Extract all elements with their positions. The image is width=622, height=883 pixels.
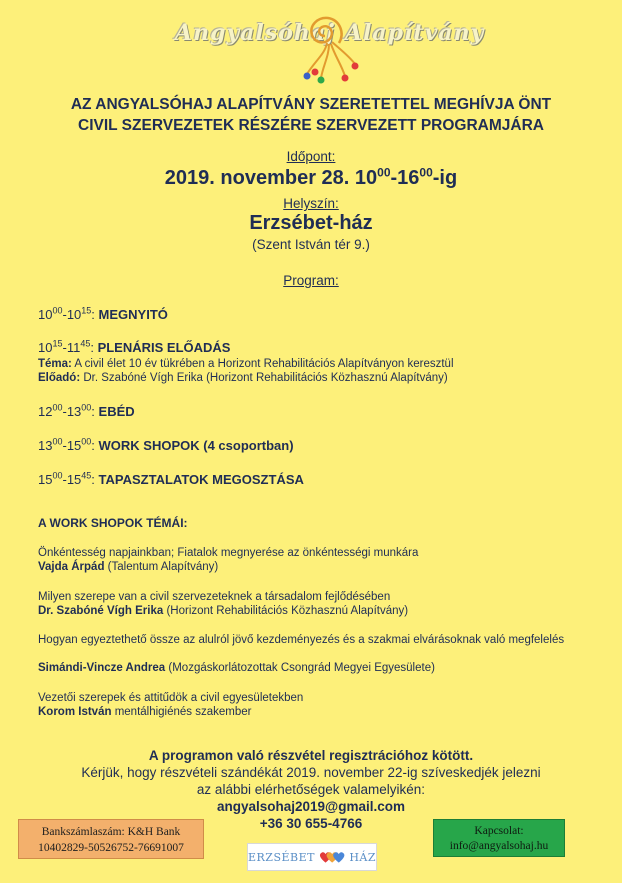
speaker-text: Dr. Szabóné Vígh Erika (Horizont Rehabilitációs Közhasznú Alapítvány) [80,372,448,384]
erzsebet-logo-right-text: HÁZ [349,850,376,864]
program-item [38,472,304,487]
workshops-title: A WORK SHOPOK TÉMÁI: [38,516,188,530]
angel-spiral-logo-icon [285,6,365,88]
end-minutes: 45 [81,470,92,481]
presenter-org: (Mozgáskorlátozottak Csongrád Megyei Egyesülete) [165,662,435,674]
end-hour: -11 [62,340,81,355]
presenter-name: Korom István [38,706,112,718]
time-label: Időpont: [286,149,336,164]
time-suffix: -ig [432,167,458,189]
registration-line-1: A programon való részvétel regisztrációhoz kötött. [148,748,474,763]
start-hour: 12 [38,404,53,419]
program-title: TAPASZTALATOK MEGOSZTÁSA [98,472,304,487]
venue-label: Helyszín: [283,196,339,211]
venue-address: (Szent István tér 9.) [252,237,370,252]
program-item [38,438,294,453]
presenter-name: Dr. Szabóné Vígh Erika [38,605,164,617]
registration-line-3: az alábbi elérhetőségek valamelyikén: [196,782,426,797]
bank-account-box [18,819,204,859]
workshop-presenter [38,560,218,574]
topic-text: A civil élet 10 év tükrében a Horizont Rehabilitációs Alapítványon keresztül [71,358,454,370]
plenary-topic [38,357,454,371]
start-minutes: 00 [52,436,63,447]
start-minutes: 00 [52,402,63,413]
presenter-name: Vajda Árpád [38,561,105,573]
workshop-topic: Milyen szerepe van a civil szervezeteknek a társadalom fejlődésében [38,591,391,603]
contact-email[interactable]: info@angyalsohaj.hu [449,840,549,852]
separator: : [90,340,98,355]
event-datetime [0,167,622,190]
end-minutes: 00 [81,436,92,447]
end-hour: -15 [62,438,82,453]
registration-phone[interactable]: +36 30 655-4766 [259,816,363,831]
end-minutes: 00 [419,165,433,180]
start-hour: 13 [38,438,53,453]
plenary-speaker [38,371,448,385]
registration-line-2: Kérjük, hogy részvételi szándékát 2019. november 22-ig szíveskedjék jelezni [81,765,541,780]
end-hour: -16 [390,167,420,189]
separator: : [91,307,99,322]
workshop-presenter [38,661,435,675]
venue-name: Erzsébet-ház [249,212,373,234]
presenter-org: (Horizont Rehabilitációs Közhasznú Alapítvány) [163,605,409,617]
topic-label: Téma: [38,358,72,370]
headline-line-1: AZ ANGYALSÓHAJ ALAPÍTVÁNY SZERETETTEL MEGHÍVJA ÖNT [70,96,552,113]
separator: : [91,404,99,419]
workshop-topic: Vezetői szerepek és attitűdök a civil egyesületekben [38,692,304,704]
separator: : [91,438,99,453]
presenter-org: (Talentum Alapítvány) [104,561,219,573]
start-minutes: 00 [52,305,63,316]
workshop-topic: Hogyan egyeztethető össze az alulról jövő kezdeményezés és a szakmai elvárásoknak való megfelelés [38,634,565,646]
program-label: Program: [283,273,339,288]
start-minutes: 00 [52,470,63,481]
program-title: MEGNYITÓ [98,307,168,322]
workshop-topic: Önkéntesség napjainkban; Fiatalok megnyerése az önkéntességi munkára [38,547,419,559]
program-item [38,307,168,322]
end-hour: -13 [62,404,82,419]
end-hour: -10 [62,307,82,322]
logo-left-text: Angyalsóhaj [175,20,336,46]
bank-label: Bankszámlaszám: K&H Bank [41,826,181,838]
erzsebet-logo-left-text: ERZSÉBET [248,850,315,864]
hearts-icon [318,849,346,865]
presenter-name: Simándi-Vincze Andrea [38,662,166,674]
end-minutes: 15 [81,305,92,316]
start-hour: 10 [38,307,53,322]
program-title: EBÉD [98,404,135,419]
workshop-presenter [38,705,252,719]
end-hour: -15 [62,472,82,487]
end-minutes: 00 [81,402,92,413]
registration-email[interactable]: angyalsohaj2019@gmail.com [217,799,405,814]
contact-label: Kapcsolat: [474,825,524,837]
erzsebet-haz-logo [247,843,377,871]
bank-account-number: 10402829-50526752-76691007 [38,842,184,854]
start-minutes: 00 [377,165,391,180]
presenter-org: mentálhigiénés szakember [111,706,252,718]
contact-box [433,819,565,857]
logo-right-text: Alapítvány [345,20,485,46]
program-title: PLENÁRIS ELŐADÁS [97,340,231,355]
separator: : [91,472,99,487]
event-date: 2019. november 28. 10 [164,167,378,189]
start-minutes: 15 [52,338,63,349]
program-item [38,404,135,419]
program-item [38,340,230,355]
speaker-label: Előadó: [38,372,81,384]
program-title: WORK SHOPOK (4 csoportban) [98,438,294,453]
start-hour: 15 [38,472,53,487]
start-hour: 10 [38,340,53,355]
headline-line-2: CIVIL SZERVEZETEK RÉSZÉRE SZERVEZETT PROGRAMJÁRA [78,117,544,134]
end-minutes: 45 [80,338,91,349]
workshop-presenter [38,604,408,618]
